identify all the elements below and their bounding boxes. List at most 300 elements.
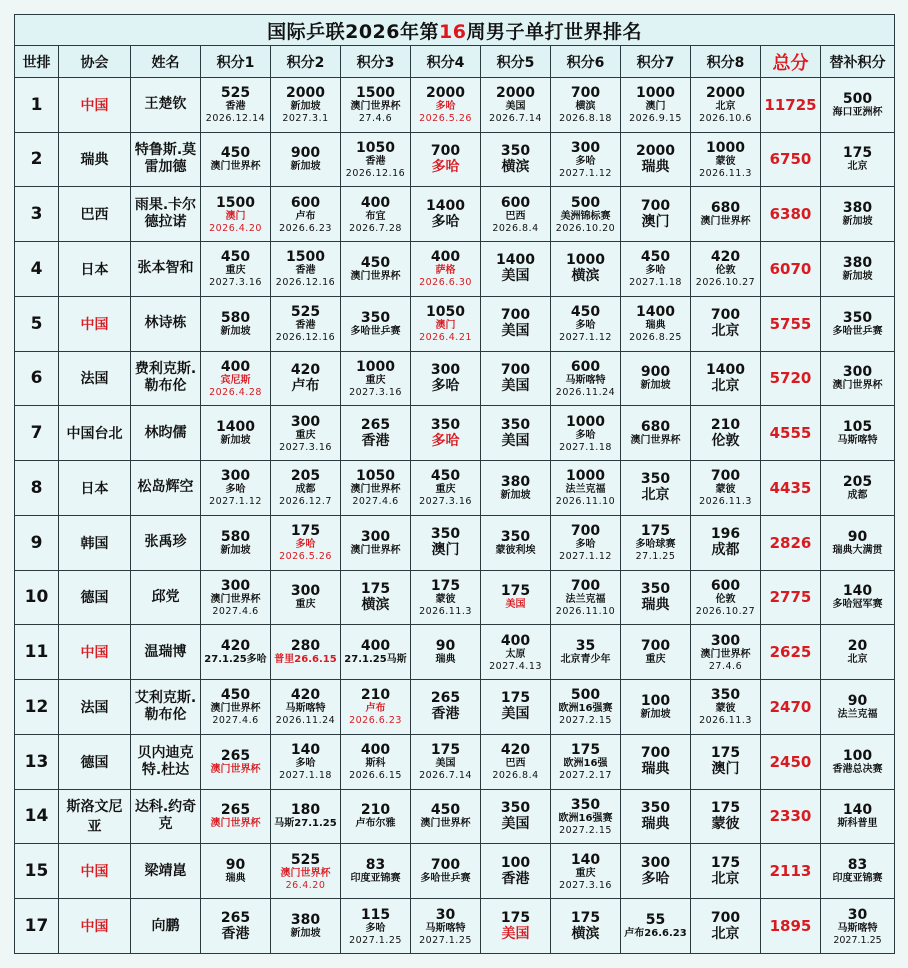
- points-cell: [691, 899, 761, 954]
- header-points-7: 积分7: [621, 46, 691, 77]
- event-date: 2026.6.30: [419, 277, 472, 289]
- substitute-value: 380: [842, 254, 873, 271]
- event-label: 北京: [711, 377, 740, 394]
- points-cell: [201, 734, 271, 789]
- points-cell: [271, 680, 341, 735]
- points-value: 1000: [356, 358, 395, 375]
- rank-cell: 11: [15, 625, 59, 680]
- substitute-value: 175: [842, 145, 873, 162]
- event-date: 27.1.25: [635, 551, 676, 563]
- points-cell: [201, 461, 271, 516]
- event-label: 马斯27.1.25: [274, 818, 337, 830]
- substitute-event: 多哈世乒赛: [832, 325, 883, 337]
- points-value: 900: [640, 364, 671, 381]
- points-value: 350: [570, 796, 601, 813]
- association-cell: 中国台北: [59, 406, 131, 461]
- points-value: 400: [360, 194, 391, 211]
- rank-cell: 9: [15, 515, 59, 570]
- points-cell: [481, 187, 551, 242]
- points-value: 580: [220, 309, 251, 326]
- points-cell: [481, 625, 551, 680]
- points-cell: [621, 844, 691, 899]
- event-label: 澳门世界杯: [280, 867, 331, 879]
- table-row: [15, 242, 895, 297]
- event-label: 伦敦: [715, 593, 736, 605]
- points-value: 140: [290, 742, 321, 759]
- player-name-cell: 达科.约奇克: [131, 789, 201, 844]
- substitute-event: 新加坡: [842, 216, 873, 228]
- points-cell: [551, 187, 621, 242]
- points-value: 55: [645, 912, 666, 929]
- event-label: 萨格: [435, 265, 456, 277]
- event-label: 蒙彼: [715, 484, 736, 496]
- points-cell: [551, 844, 621, 899]
- points-cell: [481, 899, 551, 954]
- points-cell: [341, 296, 411, 351]
- event-label: 斯科: [365, 758, 386, 770]
- points-cell: [621, 515, 691, 570]
- points-cell: [201, 406, 271, 461]
- header-rank: 世排: [15, 46, 59, 77]
- substitute-event: 印度亚锦赛: [832, 873, 883, 885]
- total-points-cell: 11725: [761, 77, 821, 132]
- points-value: 450: [640, 249, 671, 266]
- event-label: 美国: [501, 268, 530, 285]
- player-name-cell: 邱党: [131, 570, 201, 625]
- points-value: 300: [290, 413, 321, 430]
- points-value: 83: [365, 857, 386, 874]
- points-cell: [621, 570, 691, 625]
- points-cell: [411, 296, 481, 351]
- points-cell: [271, 77, 341, 132]
- points-cell: [691, 77, 761, 132]
- points-value: 1050: [356, 139, 395, 156]
- event-date: 2026.9.15: [629, 113, 682, 125]
- event-label: 澳门世界杯: [630, 435, 681, 447]
- table-row: [15, 844, 895, 899]
- event-label: 法兰克福: [565, 593, 606, 605]
- points-value: 175: [710, 854, 741, 871]
- points-cell: [411, 789, 481, 844]
- points-value: 700: [640, 638, 671, 655]
- points-cell: [621, 242, 691, 297]
- points-cell: [621, 406, 691, 461]
- event-label: 成都: [295, 484, 316, 496]
- event-label: 新加坡: [290, 161, 321, 173]
- points-cell: [411, 461, 481, 516]
- points-cell: [201, 680, 271, 735]
- header-points-1: 积分1: [201, 46, 271, 77]
- association-cell: 韩国: [59, 515, 131, 570]
- total-points-cell: 2330: [761, 789, 821, 844]
- total-points-cell: 6070: [761, 242, 821, 297]
- event-label: 澳门世界杯: [350, 270, 401, 282]
- points-cell: [271, 734, 341, 789]
- points-value: 525: [290, 304, 321, 321]
- rank-cell: 7: [15, 406, 59, 461]
- points-value: 175: [710, 745, 741, 762]
- points-value: 1000: [706, 139, 745, 156]
- event-label: 多哈: [431, 432, 460, 449]
- event-label: 欧洲16强: [563, 758, 608, 770]
- event-label: 澳门: [645, 101, 666, 113]
- points-value: 300: [220, 577, 251, 594]
- event-label: 重庆: [365, 374, 386, 386]
- points-cell: [481, 351, 551, 406]
- event-label: 新加坡: [220, 325, 251, 337]
- event-label: 太原: [505, 648, 526, 660]
- event-date: 2026.4.28: [209, 386, 262, 398]
- event-label: 多哈: [575, 320, 596, 332]
- substitute-value: 105: [842, 419, 873, 436]
- event-label: 多哈: [365, 922, 386, 934]
- event-date: 2026.4.20: [209, 222, 262, 234]
- substitute-value: 140: [842, 802, 873, 819]
- event-label: 澳门: [225, 210, 246, 222]
- points-cell: [411, 844, 481, 899]
- table-row: [15, 570, 895, 625]
- points-cell: [411, 625, 481, 680]
- points-value: 450: [360, 254, 391, 271]
- points-value: 450: [430, 802, 461, 819]
- rank-cell: 5: [15, 296, 59, 351]
- event-label: 澳门世界杯: [210, 818, 261, 830]
- substitute-value: 140: [842, 583, 873, 600]
- points-cell: [551, 351, 621, 406]
- points-value: 900: [290, 145, 321, 162]
- event-label: 卢布: [291, 377, 320, 394]
- points-value: 525: [290, 851, 321, 868]
- points-value: 300: [640, 854, 671, 871]
- event-label: 北京: [641, 487, 670, 504]
- total-points-cell: 2826: [761, 515, 821, 570]
- points-cell: [201, 187, 271, 242]
- points-value: 196: [710, 526, 741, 543]
- points-value: 175: [500, 909, 531, 926]
- table-row: [15, 625, 895, 680]
- total-points-cell: 2113: [761, 844, 821, 899]
- substitute-points-cell: [821, 351, 895, 406]
- event-date: 2026.8.18: [559, 113, 612, 125]
- points-value: 350: [500, 528, 531, 545]
- points-cell: [551, 570, 621, 625]
- points-cell: [201, 899, 271, 954]
- substitute-value: 205: [842, 473, 873, 490]
- association-cell: 中国: [59, 296, 131, 351]
- association-cell: 日本: [59, 242, 131, 297]
- event-label: 法兰克福: [565, 484, 606, 496]
- header-substitute: 替补积分: [821, 46, 895, 77]
- points-cell: [411, 242, 481, 297]
- total-points-cell: 6380: [761, 187, 821, 242]
- substitute-event: 马斯喀特: [837, 922, 878, 934]
- points-value: 680: [710, 200, 741, 217]
- points-cell: [201, 132, 271, 187]
- points-value: 115: [360, 906, 391, 923]
- substitute-points-cell: [821, 789, 895, 844]
- event-date: 2027.3.16: [209, 277, 262, 289]
- points-cell: [341, 844, 411, 899]
- event-date: 2027.1.12: [559, 332, 612, 344]
- event-label: 北京: [715, 101, 736, 113]
- points-value: 700: [710, 909, 741, 926]
- header-points-6: 积分6: [551, 46, 621, 77]
- points-value: 2000: [496, 85, 535, 102]
- points-value: 500: [570, 687, 601, 704]
- points-cell: [411, 734, 481, 789]
- points-cell: [201, 789, 271, 844]
- event-date: 2026.11.24: [275, 715, 336, 727]
- substitute-event: 北京: [847, 654, 868, 666]
- substitute-event: 瑞典大满贯: [832, 544, 883, 556]
- event-date: 2026.11.3: [699, 715, 752, 727]
- association-cell: 德国: [59, 734, 131, 789]
- points-value: 700: [430, 142, 461, 159]
- player-name-cell: 林诗栋: [131, 296, 201, 351]
- association-cell: 法国: [59, 680, 131, 735]
- points-value: 1000: [566, 252, 605, 269]
- points-cell: [621, 77, 691, 132]
- title-week: 16: [438, 20, 467, 43]
- points-cell: [271, 187, 341, 242]
- event-label: 27.1.25多哈: [204, 654, 267, 666]
- event-label: 多哈: [645, 265, 666, 277]
- total-points-cell: 6750: [761, 132, 821, 187]
- event-label: 多哈: [575, 539, 596, 551]
- association-cell: 巴西: [59, 187, 131, 242]
- points-value: 280: [290, 638, 321, 655]
- points-cell: [551, 899, 621, 954]
- points-value: 400: [430, 249, 461, 266]
- points-value: 600: [570, 358, 601, 375]
- total-points-cell: 2450: [761, 734, 821, 789]
- points-value: 1500: [356, 85, 395, 102]
- points-value: 600: [500, 194, 531, 211]
- event-date: 2026.11.3: [699, 496, 752, 508]
- points-value: 35: [575, 638, 596, 655]
- substitute-value: 500: [842, 90, 873, 107]
- points-cell: [481, 570, 551, 625]
- substitute-event: 新加坡: [842, 270, 873, 282]
- event-label: 多哈: [225, 484, 246, 496]
- points-cell: [271, 296, 341, 351]
- event-label: 香港: [221, 925, 250, 942]
- points-value: 420: [220, 638, 251, 655]
- points-value: 700: [570, 577, 601, 594]
- event-date: 27.4.6: [708, 660, 743, 672]
- points-value: 210: [360, 802, 391, 819]
- points-value: 265: [220, 747, 251, 764]
- substitute-value: 380: [842, 200, 873, 217]
- points-cell: [271, 132, 341, 187]
- event-label: 瑞典: [641, 596, 670, 613]
- table-row: [15, 734, 895, 789]
- event-date: 2026.12.14: [205, 113, 266, 125]
- points-cell: [341, 680, 411, 735]
- event-label: 香港: [295, 265, 316, 277]
- event-label: 卢布26.6.23: [624, 928, 687, 940]
- player-name-cell: 林昀儒: [131, 406, 201, 461]
- event-date: 2026.5.26: [419, 113, 472, 125]
- event-date: 2027.3.1: [282, 113, 329, 125]
- substitute-points-cell: [821, 187, 895, 242]
- points-value: 100: [500, 854, 531, 871]
- event-label: 瑞典: [645, 320, 666, 332]
- event-label: 重庆: [295, 429, 316, 441]
- points-cell: [341, 570, 411, 625]
- points-cell: [551, 789, 621, 844]
- table-row: [15, 680, 895, 735]
- points-cell: [201, 625, 271, 680]
- event-label: 瑞典: [641, 158, 670, 175]
- points-value: 700: [710, 468, 741, 485]
- event-date: 2027.2.17: [559, 770, 612, 782]
- player-name-cell: 向鹏: [131, 899, 201, 954]
- event-label: 多哈: [431, 158, 460, 175]
- table-row: [15, 351, 895, 406]
- substitute-value: 30: [847, 906, 868, 923]
- table-row: [15, 461, 895, 516]
- points-value: 350: [500, 416, 531, 433]
- header-points-8: 积分8: [691, 46, 761, 77]
- substitute-points-cell: [821, 899, 895, 954]
- event-label: 重庆: [575, 867, 596, 879]
- substitute-event: 多哈冠军赛: [832, 599, 883, 611]
- player-name-cell: 松岛辉空: [131, 461, 201, 516]
- points-cell: [341, 351, 411, 406]
- event-date: 2027.2.15: [559, 824, 612, 836]
- points-value: 350: [640, 799, 671, 816]
- association-cell: 日本: [59, 461, 131, 516]
- event-label: 蒙彼: [435, 593, 456, 605]
- points-cell: [691, 625, 761, 680]
- points-cell: [411, 515, 481, 570]
- total-points-cell: 1895: [761, 899, 821, 954]
- points-cell: [411, 570, 481, 625]
- event-date: 2026.12.16: [275, 332, 336, 344]
- event-date: 2027.1.18: [629, 277, 682, 289]
- points-value: 300: [360, 528, 391, 545]
- event-label: 美国: [501, 925, 530, 942]
- points-cell: [341, 461, 411, 516]
- points-value: 175: [430, 742, 461, 759]
- event-date: 2026.12.7: [279, 496, 332, 508]
- event-label: 澳门世界杯: [700, 648, 751, 660]
- substitute-points-cell: [821, 77, 895, 132]
- points-value: 175: [500, 583, 531, 600]
- event-date: 2026.11.10: [555, 605, 616, 617]
- points-value: 300: [220, 468, 251, 485]
- points-value: 580: [220, 528, 251, 545]
- points-cell: [481, 242, 551, 297]
- points-value: 140: [570, 851, 601, 868]
- event-label: 重庆: [645, 654, 666, 666]
- points-cell: [691, 680, 761, 735]
- points-value: 300: [430, 361, 461, 378]
- event-date: 2026.4.21: [419, 332, 472, 344]
- event-label: 美国: [501, 815, 530, 832]
- substitute-value: 90: [847, 692, 868, 709]
- points-cell: [691, 844, 761, 899]
- points-cell: [411, 187, 481, 242]
- event-date: 2026.11.10: [555, 496, 616, 508]
- association-cell: 中国: [59, 844, 131, 899]
- event-date: 2027.4.6: [212, 715, 259, 727]
- event-label: 新加坡: [290, 928, 321, 940]
- event-label: 新加坡: [640, 708, 671, 720]
- points-value: 265: [220, 802, 251, 819]
- header-points-2: 积分2: [271, 46, 341, 77]
- rank-cell: 8: [15, 461, 59, 516]
- points-value: 525: [220, 85, 251, 102]
- points-value: 700: [570, 85, 601, 102]
- points-value: 400: [360, 742, 391, 759]
- event-date: 2027.3.16: [559, 879, 612, 891]
- event-label: 横滨: [575, 101, 596, 113]
- points-value: 350: [640, 580, 671, 597]
- substitute-value: 350: [842, 309, 873, 326]
- rank-cell: 6: [15, 351, 59, 406]
- points-value: 700: [570, 523, 601, 540]
- event-label: 美国: [505, 599, 526, 611]
- points-value: 450: [220, 687, 251, 704]
- event-date: 2026.7.28: [349, 222, 402, 234]
- event-label: 美国: [501, 432, 530, 449]
- total-points-cell: 5720: [761, 351, 821, 406]
- event-label: 美国: [435, 758, 456, 770]
- event-label: 普里26.6.15: [274, 654, 337, 666]
- event-label: 新加坡: [290, 101, 321, 113]
- event-label: 澳门: [711, 761, 740, 778]
- player-name-cell: 王楚钦: [131, 77, 201, 132]
- points-cell: [551, 132, 621, 187]
- points-cell: [551, 406, 621, 461]
- event-date: 2026.10.20: [555, 222, 616, 234]
- points-value: 700: [430, 857, 461, 874]
- points-value: 175: [640, 523, 671, 540]
- event-label: 新加坡: [500, 489, 531, 501]
- ranking-table-wrapper: [14, 14, 894, 954]
- event-label: 北京: [711, 870, 740, 887]
- points-cell: [481, 680, 551, 735]
- table-row: [15, 187, 895, 242]
- rank-cell: 17: [15, 899, 59, 954]
- event-date: 2027.3.16: [279, 441, 332, 453]
- points-cell: [621, 625, 691, 680]
- substitute-points-cell: [821, 680, 895, 735]
- substitute-value: 100: [842, 747, 873, 764]
- header-name: 姓名: [131, 46, 201, 77]
- points-value: 175: [500, 690, 531, 707]
- total-points-cell: 2625: [761, 625, 821, 680]
- event-date: 2027.1.25: [419, 934, 472, 946]
- event-date: 2027.3.16: [349, 386, 402, 398]
- points-cell: [341, 187, 411, 242]
- points-cell: [691, 734, 761, 789]
- player-name-cell: 温瑞博: [131, 625, 201, 680]
- event-label: 北京青少年: [560, 654, 611, 666]
- event-label: 多哈: [431, 213, 460, 230]
- points-cell: [411, 899, 481, 954]
- event-label: 卢布: [365, 703, 386, 715]
- points-value: 700: [710, 307, 741, 324]
- player-name-cell: 艾利克斯.勒布伦: [131, 680, 201, 735]
- event-label: 重庆: [295, 599, 316, 611]
- substitute-event: 澳门世界杯: [832, 380, 883, 392]
- points-value: 2000: [706, 85, 745, 102]
- substitute-points-cell: [821, 570, 895, 625]
- substitute-date: 2027.1.25: [833, 934, 882, 946]
